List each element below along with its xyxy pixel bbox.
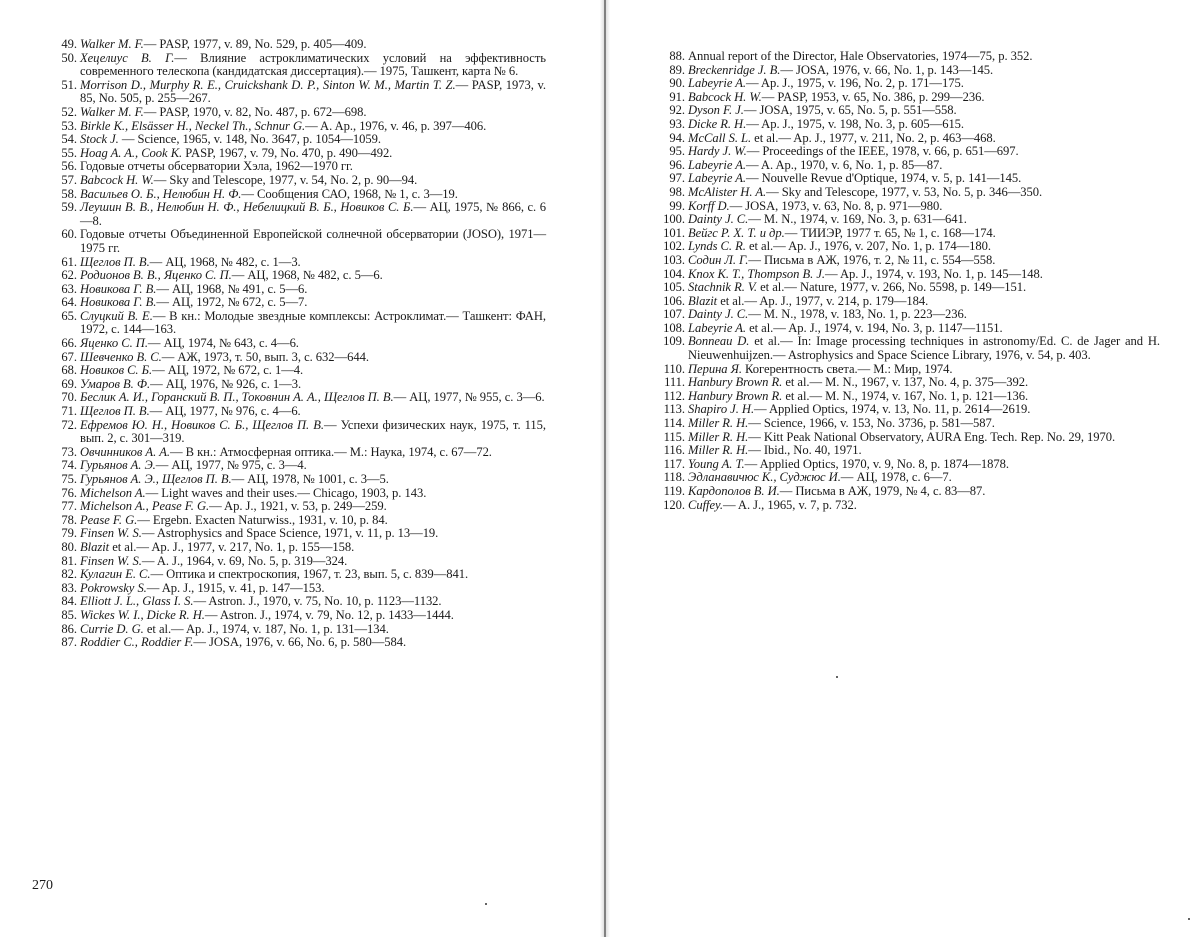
reference-item [52,79,546,106]
reference-number: 101. [663,225,685,240]
reference-item [52,636,546,650]
reference-text: — Ergebn. Exacten Naturwiss., 1931, v. 10, p. 84. [137,512,388,527]
reference-authors: Шевченко В. С. [80,349,162,364]
reference-text: — Astron. J., 1970, v. 75, No. 10, p. 1123—1132. [193,594,442,609]
reference-item [660,64,1160,78]
reference-authors: Щеглов П. В. [80,404,150,419]
reference-number: 120. [663,497,685,512]
reference-number: 119. [663,484,685,498]
reference-item [52,310,546,337]
reference-authors: Новикова Г. В. [80,281,157,296]
reference-authors: Щеглов П. В. [80,254,150,269]
reference-number: 108. [663,320,685,335]
reference-item [52,623,546,637]
reference-text: Годовые отчеты Объединенной Европейской солнечной обсерватории (JOSO), 1971—1975 гг. [80,227,546,255]
reference-item [52,133,546,147]
scan-speck [836,676,838,678]
reference-authors: Labeyrie A. [688,157,746,172]
reference-item [660,471,1160,485]
scan-speck [485,903,487,905]
reference-number: 91. [669,89,685,104]
reference-authors: Wickes W. I., Dicke R. H. [80,607,205,622]
reference-text: — A. Ap., 1976, v. 46, p. 397—406. [305,118,487,133]
reference-item [660,104,1160,118]
reference-item [52,487,546,501]
reference-text: — АЦ, 1968, № 482, с. 1—3. [149,254,301,269]
reference-authors: Currie D. G. [80,621,144,636]
reference-authors: Беслик А. И., Горанский В. П., Токовнин А. А., Щеглов П. В. [80,390,394,405]
reference-text: et al.— M. N., 1967, v. 137, No. 4, p. 375—392. [782,375,1029,390]
reference-number: 87. [61,635,77,650]
reference-authors: Birkle K., Elsässer H., Neckel Th., Schnur G. [80,118,306,133]
reference-number: 115. [663,429,685,444]
reference-list-right [660,50,1160,512]
reference-authors: Miller R. H. [688,443,749,458]
reference-text: — АЦ, 1978, № 1001, с. 3—5. [231,472,389,486]
reference-text: — Kitt Peak National Observatory, AURA Eng. Tech. Rep. No. 29, 1970. [748,429,1116,444]
reference-number: 74. [61,458,77,473]
reference-authors: Кардополов В. И. [688,484,780,498]
reference-authors: Shapiro J. H. [688,402,755,417]
reference-authors: Breckenridge J. B. [688,62,781,77]
reference-text: — В кн.: Атмосферная оптика.— М.: Наука, 1974, с. 67—72. [170,444,492,459]
reference-number: 77. [61,499,77,514]
reference-item [52,473,546,487]
reference-number: 71. [61,404,77,419]
reference-text: — АЦ, 1968, № 491, с. 5—6. [156,281,308,296]
reference-number: 57. [61,172,77,187]
reference-text: — АЦ, 1977, № 975, с. 3—4. [155,458,307,473]
reference-text: — A. J., 1965, v. 7, p. 732. [722,497,857,512]
reference-item [52,188,546,202]
reference-item [660,417,1160,431]
reference-item [660,91,1160,105]
reference-number: 75. [61,472,77,486]
reference-number: 63. [61,281,77,296]
reference-item [660,444,1160,458]
reference-text: et al.— Ap. J., 1976, v. 207, No. 1, p. 174—180. [745,239,991,254]
reference-authors: Labeyrie A. [688,76,746,91]
reference-authors: Яценко С. П. [80,336,148,351]
reference-authors: Кулагин Е. С. [80,567,151,582]
reference-number: 89. [669,62,685,77]
reference-authors: Ефремов Ю. Н., Новиков С. Б., Щеглов П. В. [80,417,324,432]
reference-item [660,268,1160,282]
reference-text: et al.— Ap. J., 1977, v. 214, p. 179—184. [717,293,929,308]
reference-authors: Dainty J. C. [688,212,749,227]
reference-authors: Hardy J. W. [688,144,747,159]
reference-number: 82. [61,567,77,582]
reference-number: 83. [61,580,77,595]
reference-number: 107. [663,307,685,322]
reference-text: — Science, 1965, v. 148, No. 3647, p. 1054—1059. [118,132,381,147]
reference-text: — Science, 1966, v. 153, No. 3736, p. 581—587. [748,416,995,431]
reference-number: 105. [663,280,685,295]
reference-number: 92. [669,103,685,118]
reference-authors: Bonneau D. [688,334,750,349]
reference-authors: Walker M. F. [80,37,144,51]
reference-item [52,378,546,392]
reference-text: — АЦ, 1968, № 482, с. 5—6. [231,268,383,283]
reference-item [660,322,1160,336]
reference-authors: Morrison D., Murphy R. E., Cruickshank D. P., Sinton W. M., Martin T. Z. [80,77,456,92]
reference-item [660,132,1160,146]
reference-item [52,527,546,541]
reference-authors: Roddier C., Roddier F. [80,635,194,650]
reference-authors: Labeyrie A. [688,171,746,186]
reference-authors: Lynds C. R. [688,239,746,254]
reference-text: — JOSA, 1973, v. 63, No. 8, p. 971—980. [729,198,943,213]
reference-number: 95. [669,144,685,159]
reference-item [660,172,1160,186]
reference-text: Когерентность света.— М.: Мир, 1974. [741,361,953,376]
reference-item [52,446,546,460]
reference-item [52,120,546,134]
reference-text: — АЦ, 1972, № 672, с. 5—7. [156,295,308,310]
reference-number: 70. [61,390,77,405]
reference-number: 78. [61,512,77,527]
reference-text: Годовые отчеты обсерватории Хэла, 1962—1970 гг. [80,159,353,174]
reference-authors: Hanbury Brown R. [688,388,783,403]
reference-number: 80. [61,539,77,554]
reference-text: — JOSA, 1975, v. 65, No. 5, p. 551—558. [743,103,957,118]
reference-authors: Слуцкий В. Е. [80,308,153,323]
reference-text: — PASP, 1953, v. 65, No. 386, p. 299—236. [761,89,985,104]
reference-authors: Гурьянов А. Э., Щеглов П. В. [80,472,232,486]
reference-authors: Гурьянов А. Э. [80,458,156,473]
reference-text: — Ap. J., 1921, v. 53, p. 249—259. [209,499,387,514]
reference-item [660,159,1160,173]
reference-item [660,431,1160,445]
reference-text: — Ap. J., 1915, v. 41, p. 147—153. [146,580,325,595]
reference-item [52,147,546,161]
reference-authors: Miller R. H. [688,429,749,444]
reference-number: 96. [669,157,685,172]
reference-number: 111. [664,375,685,390]
reference-item [660,254,1160,268]
reference-authors: Новикова Г. В. [80,295,157,310]
reference-text: PASP, 1967, v. 79, No. 470, p. 490—492. [182,145,393,160]
reference-item [660,403,1160,417]
reference-item [52,337,546,351]
reference-number: 113. [663,402,685,417]
reference-text: — Applied Optics, 1974, v. 13, No. 11, p. 2614—2619. [754,402,1031,417]
reference-text: — Sky and Telescope, 1977, v. 53, No. 5, p. 346—350. [766,184,1043,199]
reference-authors: Babcock H. W. [80,172,154,187]
reference-number: 59. [61,200,77,215]
reference-text: — Ap. J., 1974, v. 193, No. 1, p. 145—148. [825,266,1043,281]
reference-text: — Nouvelle Revue d'Optique, 1974, v. 5, p. 141—145. [745,171,1022,186]
reference-text: — Ap. J., 1975, v. 196, No. 2, p. 171—175. [745,76,964,91]
reference-text: — В кн.: Молодые звездные комплексы: Астроклимат.— Ташкент: ФАН, 1972, с. 144—163. [80,308,546,337]
reference-item [660,213,1160,227]
reference-text: et al.— M. N., 1974, v. 167, No. 1, p. 121—136. [782,388,1029,403]
reference-number: 81. [61,553,77,568]
reference-number: 94. [669,130,685,145]
reference-text: — АЦ, 1976, № 926, с. 1—3. [150,376,302,391]
reference-authors: Stachnik R. V. [688,280,758,295]
reference-item [52,568,546,582]
reference-item [660,295,1160,309]
reference-text: — АЦ, 1974, № 643, с. 4—6. [147,336,299,351]
reference-item [52,514,546,528]
reference-authors: Родионов В. В., Яценко С. П. [80,268,232,283]
reference-text: — Proceedings of the IEEE, 1978, v. 66, p. 651—697. [746,144,1019,159]
reference-authors: Babcock H. W. [688,89,762,104]
reference-authors: McCall S. L. [688,130,752,145]
reference-item [52,459,546,473]
reference-item [660,376,1160,390]
reference-text: — M. N., 1974, v. 169, No. 3, p. 631—641. [748,212,967,227]
reference-authors: Young A. T. [688,456,745,471]
reference-number: 109. [663,334,685,349]
reference-number: 114. [663,416,685,431]
reference-text: et al.— Ap. J., 1977, v. 217, No. 1, p. 155—158. [109,539,355,554]
reference-number: 53. [61,118,77,133]
reference-authors: Эдланавичюс К., Суджюс И. [688,470,841,485]
reference-authors: Умаров В. Ф. [80,376,151,391]
reference-number: 52. [61,104,77,119]
reference-text: — АЦ, 1972, № 672, с. 1—4. [152,363,304,378]
reference-number: 58. [61,186,77,201]
reference-authors: Blazit [688,293,718,308]
reference-item [52,541,546,555]
reference-number: 97. [669,171,685,186]
reference-item [52,38,546,52]
reference-text: et al.— In: Image processing techniques in astronomy/Ed. C. de Jager and H. Nieuwenhuijzen.— Astrophysics and Space Science Library, 1976, v. 54, p. 403. [688,334,1160,363]
reference-item [660,50,1160,64]
reference-text: — A. Ap., 1970, v. 6, No. 1, p. 85—87. [745,157,943,172]
reference-number: 50. [61,50,77,65]
reference-number: 79. [61,526,77,541]
reference-item [52,201,546,228]
reference-authors: Dainty J. C. [688,307,749,322]
reference-authors: Cuffey. [688,497,723,512]
reference-text: et al.— Ap. J., 1977, v. 211, No. 2, p. 463—468. [751,130,996,145]
reference-authors: Elliott J. L., Glass I. S. [80,594,194,609]
reference-number: 112. [663,388,685,403]
reference-number: 76. [61,485,77,500]
reference-number: 86. [61,621,77,636]
reference-number: 68. [61,363,77,378]
reference-item [660,145,1160,159]
reference-text: — Ibid., No. 40, 1971. [748,443,862,458]
page-number: 270 [32,878,53,893]
reference-text: — PASP, 1970, v. 82, No. 487, p. 672—698. [143,104,367,119]
reference-number: 116. [663,443,685,458]
reference-number: 56. [61,159,77,174]
reference-text: — JOSA, 1976, v. 66, No. 6, p. 580—584. [193,635,407,650]
reference-item [660,77,1160,91]
reference-authors: Новиков С. Б. [80,363,153,378]
reference-number: 60. [61,227,77,242]
reference-item [660,499,1160,513]
reference-number: 84. [61,594,77,609]
reference-authors: Miller R. H. [688,416,749,431]
reference-text: — Applied Optics, 1970, v. 9, No. 8, p. 1874—1878. [744,456,1009,471]
reference-item [52,555,546,569]
reference-item [52,160,546,174]
reference-text: — АЖ, 1973, т. 50, вып. 3, с. 632—644. [161,349,369,364]
reference-text: — Оптика и спектроскопия, 1967, т. 23, вып. 5, с. 839—841. [150,567,469,582]
reference-item [660,363,1160,377]
reference-text: et al.— Nature, 1977, v. 266, No. 5598, p. 149—151. [757,280,1027,295]
reference-authors: Pease F. G. [80,512,138,527]
reference-number: 98. [669,184,685,199]
reference-authors: Blazit [80,539,110,554]
reference-authors: Korff D. [688,198,730,213]
reference-authors: Hanbury Brown R. [688,375,783,390]
reference-authors: Вейгс Р. Х. Т. и др. [688,225,785,240]
reference-text: — Сообщения САО, 1968, № 1, с. 3—19. [241,186,458,201]
reference-authors: Васильев О. Б., Нелюбин Н. Ф. [80,186,242,201]
reference-text: — Sky and Telescope, 1977, v. 54, No. 2, p. 90—94. [153,172,418,187]
reference-number: 106. [663,293,685,308]
reference-authors: Леушин В. В., Нелюбин Н. Ф., Небелицкий В. Б., Новиков С. Б. [80,200,414,215]
reference-number: 72. [61,417,77,432]
reference-item [52,351,546,365]
reference-list-left [52,38,546,650]
reference-text: — АЦ, 1975, № 866, с. 6—8. [80,200,546,228]
reference-item [52,228,546,255]
reference-text: — Письма в АЖ, 1979, № 4, с. 83—87. [779,484,986,498]
reference-number: 117. [663,456,685,471]
reference-number: 73. [61,444,77,459]
reference-item [660,118,1160,132]
reference-item [52,609,546,623]
reference-text: — PASP, 1973, v. 85, No. 505, p. 255—267. [80,77,546,106]
reference-authors: Перина Я. [688,361,742,376]
reference-text: — JOSA, 1976, v. 66, No. 1, p. 143—145. [780,62,994,77]
reference-authors: Dicke R. H. [688,116,747,131]
reference-authors: Michelson A. [80,485,146,500]
reference-number: 65. [61,308,77,323]
reference-item [660,240,1160,254]
reference-number: 64. [61,295,77,310]
reference-authors: McAlister H. A. [688,184,767,199]
reference-text: et al.— Ap. J., 1974, v. 187, No. 1, p. 131—134. [143,621,389,636]
reference-number: 62. [61,268,77,283]
reference-text: et al.— Ap. J., 1974, v. 194, No. 3, p. 1147—1151. [745,320,1003,335]
reference-authors: Stock J. [80,132,119,147]
reference-authors: Knox K. T., Thompson B. J. [688,266,826,281]
reference-text: — Astrophysics and Space Science, 1971, v. 11, p. 13—19. [141,526,439,541]
reference-number: 103. [663,252,685,267]
reference-item [52,595,546,609]
right-page [612,0,1200,937]
reference-number: 102. [663,239,685,254]
reference-authors: Finsen W. S. [80,526,142,541]
reference-item [660,308,1160,322]
reference-item [660,335,1160,362]
reference-item [52,283,546,297]
reference-item [52,419,546,446]
reference-authors: Hoag A. A., Cook K. [80,145,183,160]
reference-item [52,296,546,310]
reference-text: — Влияние астроклиматических условий на эффективность современного телескопа (кандидатская диссертация).— 1975, Ташкент, карта № 6. [80,50,546,79]
reference-text: — A. J., 1964, v. 69, No. 5, p. 319—324. [141,553,348,568]
reference-item [660,227,1160,241]
reference-text: Annual report of the Director, Hale Observatories, 1974—75, p. 352. [688,49,1033,63]
reference-item [52,269,546,283]
reference-authors: Овчинников А. А. [80,444,171,459]
reference-text: — АЦ, 1977, № 976, с. 4—6. [149,404,301,419]
reference-text: — Письма в АЖ, 1976, т. 2, № 11, с. 554—558. [748,252,996,267]
reference-text: — M. N., 1978, v. 183, No. 1, p. 223—236. [748,307,967,322]
reference-number: 55. [61,145,77,160]
reference-number: 110. [663,361,685,376]
reference-number: 88. [669,49,685,63]
reference-number: 67. [61,349,77,364]
reference-item [660,458,1160,472]
reference-authors: Pokrowsky S. [80,580,147,595]
reference-authors: Хецелиус В. Г. [80,50,175,65]
reference-item [660,281,1160,295]
reference-number: 61. [61,254,77,269]
reference-authors: Walker M. F. [80,104,144,119]
reference-number: 69. [61,376,77,391]
reference-number: 54. [61,132,77,147]
reference-number: 118. [663,470,685,485]
reference-number: 90. [669,76,685,91]
reference-number: 100. [663,212,685,227]
reference-item [52,106,546,120]
reference-item [52,52,546,79]
reference-number: 99. [669,198,685,213]
reference-text: — Успехи физических наук, 1975, т. 115, вып. 2, с. 301—319. [80,417,546,446]
reference-item [52,391,546,405]
reference-number: 85. [61,607,77,622]
reference-authors: Dyson F. J. [688,103,744,118]
reference-item [660,390,1160,404]
reference-number: 104. [663,266,685,281]
reference-text: — Astron. J., 1974, v. 79, No. 12, p. 1433—1444. [204,607,454,622]
reference-number: 93. [669,116,685,131]
reference-item [52,256,546,270]
reference-authors: Finsen W. S. [80,553,142,568]
reference-authors: Michelson A., Pease F. G. [80,499,210,514]
reference-number: 49. [61,37,77,51]
reference-item [52,582,546,596]
reference-text: — Ap. J., 1975, v. 198, No. 3, p. 605—615. [746,116,965,131]
reference-text: — PASP, 1977, v. 89, No. 529, p. 405—409. [143,37,367,51]
reference-text: — АЦ, 1978, с. 6—7. [840,470,952,485]
reference-text: — АЦ, 1977, № 955, с. 3—6. [393,390,545,405]
reference-text: — Light waves and their uses.— Chicago, 1903, p. 143. [145,485,427,500]
scan-speck [1188,918,1190,920]
reference-item [660,186,1160,200]
book-gutter [600,0,610,937]
reference-authors: Labeyrie A. [688,320,746,335]
reference-authors: Содин Л. Г. [688,252,749,267]
reference-text: — ТИИЭР, 1977 т. 65, № 1, с. 168—174. [784,225,996,240]
reference-item [52,500,546,514]
reference-item [660,485,1160,499]
reference-number: 51. [61,77,77,92]
reference-item [52,405,546,419]
reference-item [52,364,546,378]
reference-number: 66. [61,336,77,351]
reference-item [52,174,546,188]
reference-item [660,200,1160,214]
